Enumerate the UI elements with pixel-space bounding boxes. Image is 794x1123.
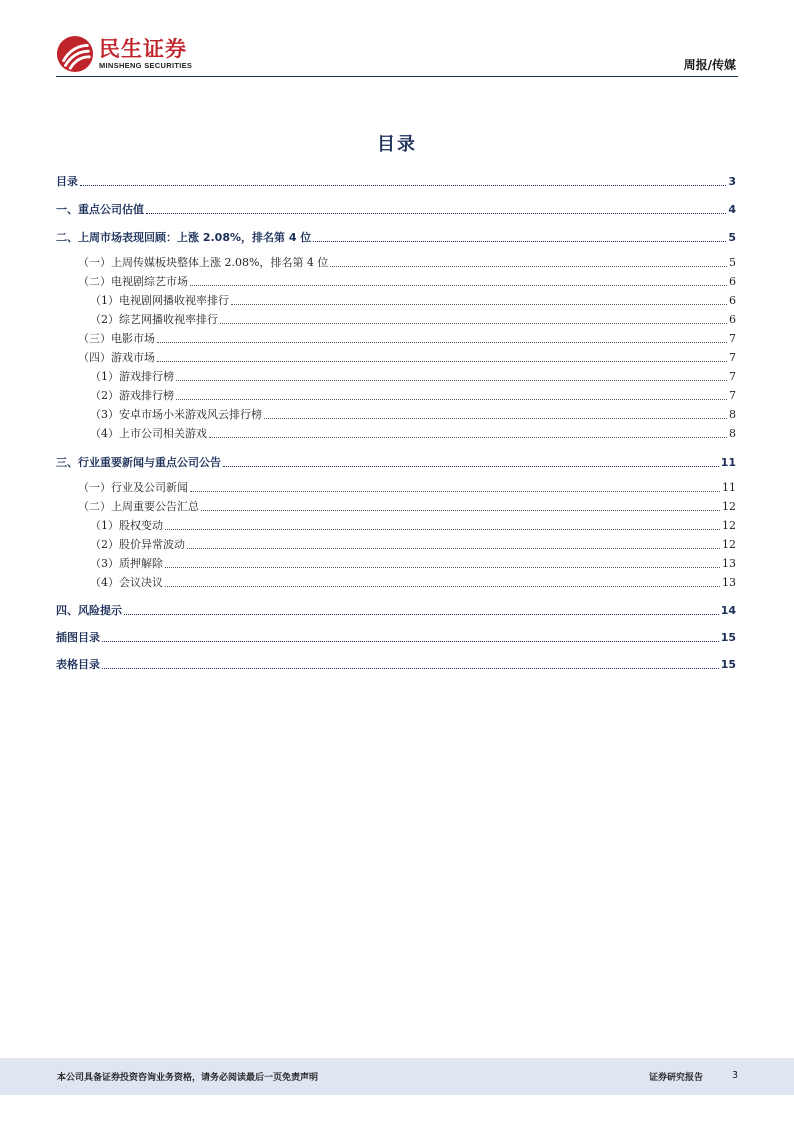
toc-entry[interactable] — [56, 226, 736, 245]
toc-entry-label: （2）游戏排行榜 — [90, 389, 174, 402]
toc-entry-page: 5 — [728, 231, 736, 244]
toc-entry-page: 15 — [720, 631, 736, 644]
toc-entry-page: 11 — [722, 481, 736, 494]
page-footer — [0, 1058, 794, 1095]
toc-entry-label: （4）上市公司相关游戏 — [90, 427, 207, 440]
toc-entry-label: （三）电影市场 — [78, 332, 155, 345]
toc-entry-page: 11 — [720, 456, 736, 469]
logo-name-en: MINSHENG SECURITIES — [99, 61, 193, 70]
toc-dot-leader — [80, 185, 726, 186]
toc-entry[interactable] — [56, 308, 736, 327]
toc-entry-page: 12 — [722, 538, 736, 551]
toc-entry[interactable] — [56, 251, 736, 270]
toc-entry[interactable] — [56, 365, 736, 384]
toc-entry[interactable] — [56, 327, 736, 346]
toc-entry[interactable] — [56, 346, 736, 365]
toc-dot-leader — [313, 241, 726, 242]
toc-entry[interactable] — [56, 270, 736, 289]
toc-entry[interactable] — [56, 170, 736, 189]
toc-entry[interactable] — [56, 514, 736, 533]
toc-entry-page: 7 — [729, 351, 736, 364]
toc-entry-label: （一）行业及公司新闻 — [78, 481, 188, 494]
toc-entry-page: 6 — [729, 294, 736, 307]
toc-dot-leader — [209, 437, 727, 438]
toc-dot-leader — [157, 361, 727, 362]
page-header — [56, 34, 738, 77]
toc-entry-label: （3）安卓市场小米游戏风云排行榜 — [90, 408, 262, 421]
toc-entry-page: 7 — [729, 332, 736, 345]
toc-entry-page: 13 — [722, 557, 736, 570]
toc-entry[interactable] — [56, 533, 736, 552]
toc-entry[interactable] — [56, 476, 736, 495]
toc-entry-label: （1）股权变动 — [90, 519, 163, 532]
toc-entry-page: 5 — [729, 256, 736, 269]
toc-entry-page: 14 — [720, 604, 736, 617]
toc-entry-page: 6 — [729, 313, 736, 326]
toc-dot-leader — [187, 548, 720, 549]
toc-dot-leader — [223, 466, 719, 467]
toc-entry-label: （1）游戏排行榜 — [90, 370, 174, 383]
toc-dot-leader — [102, 668, 719, 669]
toc-entry-page: 3 — [728, 175, 736, 188]
logo-text — [99, 37, 192, 71]
toc-entry-label: 表格目录 — [56, 658, 100, 671]
toc-entry-label: 一、重点公司估值 — [56, 203, 144, 216]
toc-dot-leader — [124, 614, 719, 615]
toc-dot-leader — [330, 266, 727, 267]
toc-entry[interactable] — [56, 571, 736, 590]
footer-page-number: 3 — [731, 1070, 738, 1081]
toc-dot-leader — [220, 323, 727, 324]
toc-entry[interactable] — [56, 422, 736, 441]
footer-report-type: 证券研究报告 — [648, 1073, 703, 1083]
toc-entry-label: 四、风险提示 — [56, 604, 122, 617]
toc-entry-page: 12 — [722, 500, 736, 513]
toc-entry-label: （二）电视剧综艺市场 — [78, 275, 188, 288]
toc-entry-page: 13 — [722, 576, 736, 589]
toc-entry-label: （四）游戏市场 — [78, 351, 155, 364]
toc-dot-leader — [146, 213, 726, 214]
minsheng-logo-icon — [56, 35, 94, 73]
toc-entry[interactable] — [56, 495, 736, 514]
toc-dot-leader — [165, 586, 720, 587]
toc-dot-leader — [165, 529, 720, 530]
toc-dot-leader — [176, 399, 727, 400]
toc-entry[interactable] — [56, 552, 736, 571]
toc-entry[interactable] — [56, 403, 736, 422]
footer-disclaimer: 本公司具备证券投资咨询业务资格，请务必阅读最后一页免责声明 — [57, 1073, 319, 1083]
document-category: 周报/传媒 — [683, 58, 736, 72]
toc-entry-label: （4）会议决议 — [90, 576, 163, 589]
toc-dot-leader — [201, 510, 720, 511]
toc-entry-label: （2）股价异常波动 — [90, 538, 185, 551]
logo-name-cn: 民生证券 — [99, 37, 187, 61]
toc-entry-label: 三、行业重要新闻与重点公司公告 — [56, 456, 221, 469]
toc-entry[interactable] — [56, 653, 736, 672]
toc-entry-label: 插图目录 — [56, 631, 100, 644]
toc-entry-page: 12 — [722, 519, 736, 532]
toc-dot-leader — [176, 380, 727, 381]
toc-entry-label: （2）综艺网播收视率排行 — [90, 313, 218, 326]
company-logo — [56, 34, 192, 74]
toc-entry-label: （一）上周传媒板块整体上涨 2.08%，排名第 4 位 — [78, 256, 329, 269]
toc-entry-page: 15 — [720, 658, 736, 671]
toc-entry-label: （3）质押解除 — [90, 557, 163, 570]
toc-dot-leader — [190, 285, 727, 286]
toc-entry[interactable] — [56, 289, 736, 308]
toc-entry-label: 目录 — [56, 175, 78, 188]
toc-entry-label: （二）上周重要公告汇总 — [78, 500, 199, 513]
toc-entry-page: 4 — [728, 203, 736, 216]
toc-entry-page: 8 — [729, 408, 736, 421]
toc-dot-leader — [231, 304, 727, 305]
toc-dot-leader — [165, 567, 720, 568]
toc-dot-leader — [102, 641, 719, 642]
toc-entry[interactable] — [56, 198, 736, 217]
toc-entry-page: 8 — [729, 427, 736, 440]
toc-entry-page: 6 — [729, 275, 736, 288]
toc-title: 目录 — [377, 134, 417, 155]
toc-dot-leader — [190, 491, 720, 492]
toc-dot-leader — [264, 418, 727, 419]
toc-entry[interactable] — [56, 599, 736, 618]
toc-entry-page: 7 — [729, 370, 736, 383]
toc-entry-label: 二、上周市场表现回顾：上涨 2.08%，排名第 4 位 — [56, 231, 312, 244]
toc-entry-page: 7 — [729, 389, 736, 402]
toc-dot-leader — [157, 342, 727, 343]
toc-entry-label: （1）电视剧网播收视率排行 — [90, 294, 229, 307]
toc-entry[interactable] — [56, 451, 736, 470]
toc-entry[interactable] — [56, 626, 736, 645]
toc-entry[interactable] — [56, 384, 736, 403]
